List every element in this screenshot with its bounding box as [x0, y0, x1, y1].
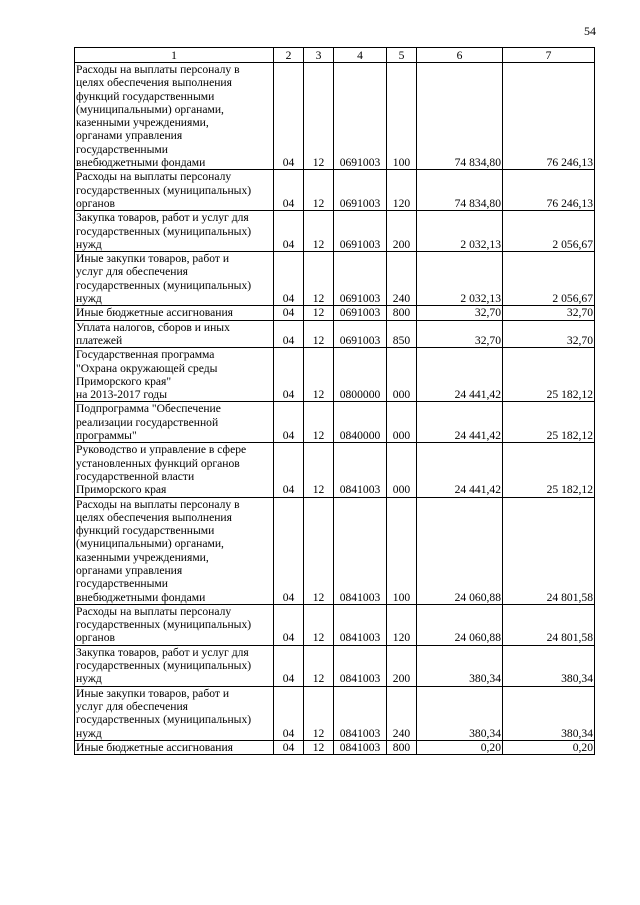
table-row	[75, 645, 595, 686]
table-row	[75, 402, 595, 443]
row-name-line: Иные бюджетные ассигнования	[76, 306, 233, 320]
target-article-code: 0800000	[334, 348, 387, 402]
subsection-code: 12	[304, 645, 334, 686]
expense-type-code: 240	[387, 252, 417, 306]
section-code: 04	[274, 320, 304, 348]
row-name-line: услуг для обеспечения	[76, 699, 188, 713]
table-row	[75, 443, 595, 497]
page-number: 54	[584, 24, 596, 38]
row-name	[75, 211, 274, 252]
amount-year-1: 0,20	[417, 740, 503, 754]
amount-year-2: 32,70	[503, 320, 595, 348]
row-name-line: Государственная программа	[76, 348, 215, 362]
row-name-line: внебюджетными фондами	[76, 156, 206, 170]
amount-year-2: 25 182,12	[503, 443, 595, 497]
subsection-code: 12	[304, 348, 334, 402]
amount-year-2: 2 056,67	[503, 211, 595, 252]
amount-year-2: 380,34	[503, 686, 595, 740]
table-row	[75, 740, 595, 754]
section-code: 04	[274, 740, 304, 754]
row-name-line: Иные бюджетные ассигнования	[76, 740, 233, 754]
row-name-line: платежей	[76, 333, 123, 347]
expense-type-code: 000	[387, 443, 417, 497]
row-name	[75, 252, 274, 306]
subsection-code: 12	[304, 740, 334, 754]
subsection-code: 12	[304, 306, 334, 320]
amount-year-1: 380,34	[417, 686, 503, 740]
amount-year-1: 32,70	[417, 306, 503, 320]
section-code: 04	[274, 604, 304, 645]
row-name	[75, 63, 274, 170]
row-name-line: государственными	[76, 577, 168, 591]
expense-type-code: 000	[387, 402, 417, 443]
amount-year-1: 74 834,80	[417, 63, 503, 170]
row-name-line: внебюджетными фондами	[76, 590, 206, 604]
amount-year-2: 25 182,12	[503, 402, 595, 443]
amount-year-1: 24 441,42	[417, 443, 503, 497]
column-number: 4	[334, 48, 387, 63]
row-name-line: нужд	[76, 726, 102, 740]
row-name	[75, 170, 274, 211]
table-row	[75, 686, 595, 740]
row-name	[75, 645, 274, 686]
section-code: 04	[274, 686, 304, 740]
row-name	[75, 402, 274, 443]
expense-type-code: 200	[387, 645, 417, 686]
amount-year-1: 24 060,88	[417, 604, 503, 645]
row-name	[75, 686, 274, 740]
section-code: 04	[274, 645, 304, 686]
subsection-code: 12	[304, 170, 334, 211]
row-name-line: государственных (муниципальных)	[76, 183, 252, 197]
row-name-line: Расходы на выплаты персоналу в	[76, 63, 240, 76]
table-body	[75, 63, 595, 755]
row-name-line: Приморского края	[76, 483, 167, 497]
row-name-line: Иные закупки товаров, работ и	[76, 252, 230, 266]
row-name-line: органами управления	[76, 129, 183, 143]
subsection-code: 12	[304, 686, 334, 740]
expense-type-code: 100	[387, 497, 417, 604]
row-name-line: (муниципальными) органами,	[76, 102, 224, 116]
target-article-code: 0841003	[334, 604, 387, 645]
target-article-code: 0841003	[334, 443, 387, 497]
expense-type-code: 200	[387, 211, 417, 252]
amount-year-1: 380,34	[417, 645, 503, 686]
row-name	[75, 348, 274, 402]
target-article-code: 0841003	[334, 645, 387, 686]
row-name	[75, 604, 274, 645]
subsection-code: 12	[304, 402, 334, 443]
target-article-code: 0840000	[334, 402, 387, 443]
target-article-code: 0841003	[334, 740, 387, 754]
row-name-line: Уплата налогов, сборов и иных	[76, 320, 230, 334]
row-name-line: государственной власти	[76, 469, 195, 483]
budget-table	[74, 47, 595, 755]
amount-year-2: 0,20	[503, 740, 595, 754]
row-name-line: (муниципальными) органами,	[76, 537, 224, 551]
row-name-line: государственных (муниципальных)	[76, 713, 252, 727]
subsection-code: 12	[304, 604, 334, 645]
row-name-line: государственных (муниципальных)	[76, 659, 252, 673]
subsection-code: 12	[304, 211, 334, 252]
target-article-code: 0841003	[334, 686, 387, 740]
amount-year-1: 74 834,80	[417, 170, 503, 211]
row-name-line: Приморского края"	[76, 374, 172, 388]
subsection-code: 12	[304, 252, 334, 306]
column-number: 3	[304, 48, 334, 63]
table-row	[75, 211, 595, 252]
table-row	[75, 604, 595, 645]
section-code: 04	[274, 402, 304, 443]
row-name-line: "Охрана окружающей среды	[76, 361, 218, 375]
column-number: 6	[417, 48, 503, 63]
row-name	[75, 320, 274, 348]
column-number: 7	[503, 48, 595, 63]
row-name-line: Расходы на выплаты персоналу в	[76, 497, 240, 511]
row-name	[75, 740, 274, 754]
amount-year-1: 24 441,42	[417, 402, 503, 443]
column-number: 5	[387, 48, 417, 63]
amount-year-2: 24 801,58	[503, 604, 595, 645]
section-code: 04	[274, 443, 304, 497]
row-name-line: программы"	[76, 429, 137, 443]
expense-type-code: 100	[387, 63, 417, 170]
table-row	[75, 170, 595, 211]
row-name-line: государственными	[76, 142, 168, 156]
row-name-line: установленных функций органов	[76, 456, 240, 470]
amount-year-1: 32,70	[417, 320, 503, 348]
row-name-line: Закупка товаров, работ и услуг для	[76, 211, 249, 225]
amount-year-1: 24 441,42	[417, 348, 503, 402]
row-name-line: органов	[76, 196, 115, 210]
target-article-code: 0691003	[334, 320, 387, 348]
row-name-line: органов	[76, 631, 115, 645]
expense-type-code: 850	[387, 320, 417, 348]
amount-year-1: 24 060,88	[417, 497, 503, 604]
target-article-code: 0691003	[334, 252, 387, 306]
table-row	[75, 497, 595, 604]
row-name-line: Руководство и управление в сфере	[76, 443, 247, 457]
section-code: 04	[274, 497, 304, 604]
amount-year-1: 2 032,13	[417, 252, 503, 306]
section-code: 04	[274, 211, 304, 252]
row-name-line: реализации государственной	[76, 415, 219, 429]
amount-year-2: 32,70	[503, 306, 595, 320]
row-name-line: Подпрограмма "Обеспечение	[76, 402, 221, 416]
row-name-line: нужд	[76, 292, 102, 306]
row-name-line: функций государственными	[76, 524, 215, 538]
amount-year-2: 76 246,13	[503, 170, 595, 211]
target-article-code: 0691003	[334, 63, 387, 170]
amount-year-1: 2 032,13	[417, 211, 503, 252]
target-article-code: 0691003	[334, 170, 387, 211]
row-name	[75, 497, 274, 604]
row-name-line: казенными учреждениями,	[76, 116, 209, 130]
row-name-line: государственных (муниципальных)	[76, 224, 252, 238]
row-name-line: Расходы на выплаты персоналу	[76, 604, 232, 618]
row-name-line: функций государственными	[76, 89, 215, 103]
target-article-code: 0841003	[334, 497, 387, 604]
row-name-line: целях обеспечения выполнения	[76, 510, 232, 524]
column-number-row	[75, 48, 595, 63]
section-code: 04	[274, 252, 304, 306]
row-name-line: казенными учреждениями,	[76, 550, 209, 564]
section-code: 04	[274, 306, 304, 320]
subsection-code: 12	[304, 443, 334, 497]
table-row	[75, 348, 595, 402]
table-row	[75, 320, 595, 348]
row-name-line: целях обеспечения выполнения	[76, 76, 232, 90]
row-name-line: Расходы на выплаты персоналу	[76, 170, 232, 184]
table-row	[75, 306, 595, 320]
section-code: 04	[274, 63, 304, 170]
subsection-code: 12	[304, 497, 334, 604]
row-name-line: Закупка товаров, работ и услуг для	[76, 645, 249, 659]
row-name	[75, 306, 274, 320]
row-name-line: нужд	[76, 237, 102, 251]
row-name-line: органами управления	[76, 563, 183, 577]
expense-type-code: 000	[387, 348, 417, 402]
table-row	[75, 252, 595, 306]
amount-year-2: 24 801,58	[503, 497, 595, 604]
section-code: 04	[274, 348, 304, 402]
row-name-line: Иные закупки товаров, работ и	[76, 686, 230, 700]
amount-year-2: 380,34	[503, 645, 595, 686]
row-name-line: государственных (муниципальных)	[76, 278, 252, 292]
row-name-line: на 2013-2017 годы	[76, 388, 168, 402]
row-name	[75, 443, 274, 497]
amount-year-2: 2 056,67	[503, 252, 595, 306]
amount-year-2: 25 182,12	[503, 348, 595, 402]
column-number: 2	[274, 48, 304, 63]
row-name-line: государственных (муниципальных)	[76, 618, 252, 632]
column-number: 1	[75, 48, 274, 63]
expense-type-code: 120	[387, 604, 417, 645]
table-row	[75, 63, 595, 170]
subsection-code: 12	[304, 63, 334, 170]
target-article-code: 0691003	[334, 211, 387, 252]
expense-type-code: 800	[387, 740, 417, 754]
target-article-code: 0691003	[334, 306, 387, 320]
expense-type-code: 120	[387, 170, 417, 211]
row-name-line: услуг для обеспечения	[76, 265, 188, 279]
section-code: 04	[274, 170, 304, 211]
subsection-code: 12	[304, 320, 334, 348]
expense-type-code: 800	[387, 306, 417, 320]
amount-year-2: 76 246,13	[503, 63, 595, 170]
expense-type-code: 240	[387, 686, 417, 740]
row-name-line: нужд	[76, 672, 102, 686]
